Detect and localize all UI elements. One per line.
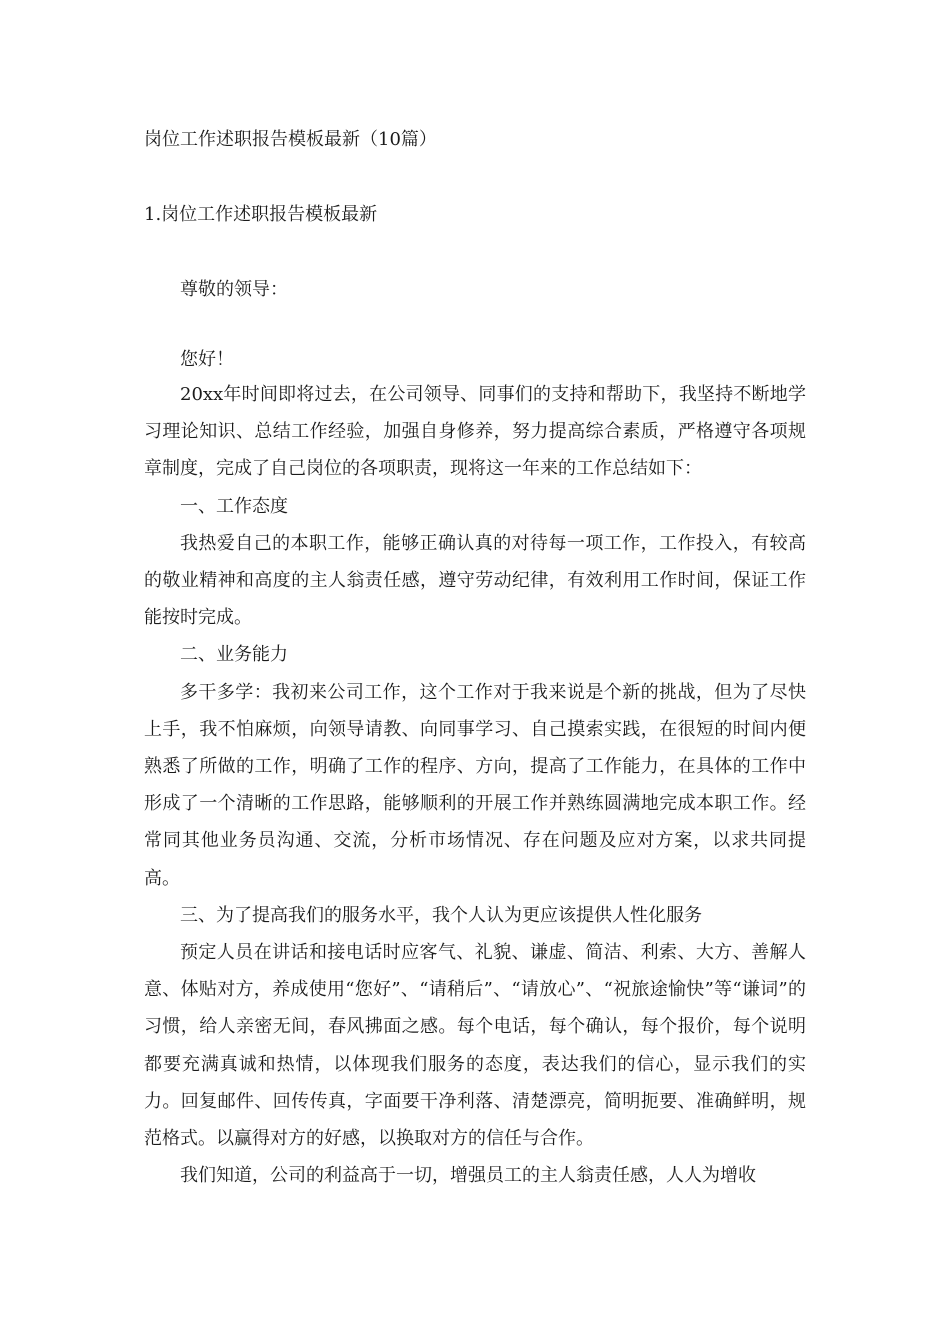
document-title: 岗位工作述职报告模板最新（10篇） [144,129,437,150]
heading-work-attitude: 一、工作态度 [180,495,288,517]
greeting: 您好！ [180,349,234,370]
section-title: 1.岗位工作述职报告模板最新 [144,204,378,225]
paragraph-business-ability: 多干多学：我初来公司工作，这个工作对于我来说是个新的挑战，但为了尽快上手，我不怕麻烦，向领导请教、向同事学习、自己摸索实践，在很短的时间内便熟悉了所做的工作，明确了工作的程序、方向，提高了工作能力，在具体的工作中形成了一个清晰的工作思路，能够顺利的开展工作并熟练圆满地完成本职工作。经常同其他业务员沟通、交流，分析市场情况、存在问题及应对方案，以求共同提高。 [144,681,806,889]
paragraph-company-interest: 我们知道，公司的利益高于一切，增强员工的主人翁责任感，人人为增收 [180,1165,756,1187]
heading-service-level: 三、为了提高我们的服务水平，我个人认为更应该提供人性化服务 [180,904,702,926]
paragraph-service-level: 预定人员在讲话和接电话时应客气、礼貌、谦虚、简洁、利索、大方、善解人意、体贴对方，养成使用“您好”、“请稍后”、“请放心”、“祝旅途愉快”等“谦词”的习惯，给人亲密无间，春风拂面之感。每个电话，每个确认，每个报价，每个说明都要充满真诚和热情，以体现我们服务的态度，表达我们的信心，显示我们的实力。回复邮件、回传传真，字面要干净利落、清楚漂亮，简明扼要、准确鲜明，规范格式。以赢得对方的好感，以换取对方的信任与合作。 [144,942,806,1150]
salutation: 尊敬的领导： [180,279,288,300]
paragraph-work-attitude: 我热爱自己的本职工作，能够正确认真的对待每一项工作，工作投入，有较高的敬业精神和高度的主人翁责任感，遵守劳动纪律，有效利用工作时间，保证工作能按时完成。 [144,532,806,629]
heading-business-ability: 二、业务能力 [180,644,288,666]
document-body [144,376,806,1194]
paragraph-intro: 20xx年时间即将过去，在公司领导、同事们的支持和帮助下，我坚持不断地学习理论知识、总结工作经验，加强自身修养，努力提高综合素质，严格遵守各项规章制度，完成了自己岗位的各项职责，现将这一年来的工作总结如下： [144,384,806,480]
